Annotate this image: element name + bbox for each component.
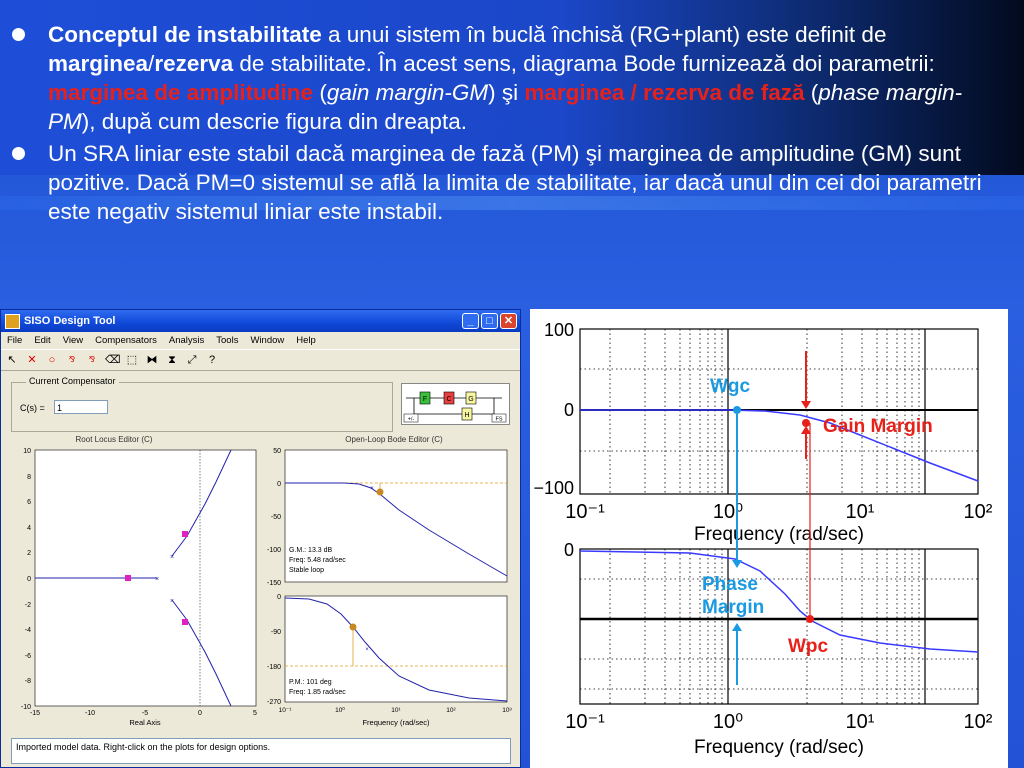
upper-ytick: −100 [533, 478, 574, 498]
bode-mag-yticks [267, 448, 281, 587]
bode-mag-ytick: 0 [277, 481, 281, 488]
rl-ytick: 6 [27, 499, 31, 506]
rl-ytick: -8 [24, 678, 31, 685]
bode-phase-ytick: -90 [270, 629, 281, 636]
text-span: de stabilitate. În acest sens, diagrama Bode furnizează doi parametrii: [233, 51, 935, 76]
rl-ytick: 0 [27, 576, 31, 583]
add-lead-icon[interactable]: ⅋ [68, 355, 76, 364]
lower-yticks [564, 540, 574, 560]
compensator-legend: Current Compensator [26, 376, 119, 386]
wpc-label: Wpc [788, 636, 829, 657]
gm-value: G.M.: 13.3 dB [289, 547, 333, 554]
bode-xtick: 10⁻¹ [278, 707, 292, 714]
term-reserve: rezerva [154, 51, 234, 76]
block-g-label: G [468, 396, 474, 403]
rl-ytick: 2 [27, 550, 31, 557]
pointer-icon[interactable]: ↖ [7, 354, 17, 366]
zoom-box-icon[interactable]: ⬚ [126, 354, 138, 366]
rl-pole-marker: × [169, 554, 175, 561]
rl-closed-loop-pole[interactable] [125, 575, 131, 581]
minimize-button[interactable]: _ [462, 313, 479, 329]
editor-plots [9, 432, 514, 742]
gain-margin-point [802, 419, 810, 427]
bode-phase-ytick: -180 [266, 664, 281, 671]
upper-xtick: 10¹ [845, 501, 875, 523]
upper-xtick: 10⁻¹ [565, 501, 605, 523]
matlab-icon [5, 314, 20, 329]
wpc-point [806, 615, 814, 623]
toolbar [1, 349, 520, 371]
term-instability: Conceptul de instabilitate [48, 22, 322, 47]
lower-xtick: 10² [963, 711, 993, 733]
eraser-icon[interactable]: ⌫ [105, 354, 121, 366]
rl-xtick: -5 [141, 710, 149, 717]
rl-closed-loop-pole[interactable] [182, 619, 188, 625]
lower-xtick: 10⁻¹ [565, 711, 605, 733]
bullet-1 [10, 20, 1000, 136]
compensator-group [11, 376, 393, 432]
rl-xtick: -10 [84, 710, 96, 717]
siso-window [0, 309, 521, 768]
lower-xtick: 10¹ [845, 711, 875, 733]
bode-phase-ytick: 0 [277, 594, 281, 601]
rl-ytick: -10 [20, 704, 31, 711]
text-span: ), după cum descrie figura din dreapta. [81, 109, 467, 134]
lower-ytick: 0 [563, 540, 574, 560]
bode-xtick: 10³ [502, 707, 512, 714]
window-title: SISO Design Tool [24, 315, 116, 327]
rl-pole-marker: × [169, 598, 175, 605]
fit-icon[interactable]: ⤢ [187, 354, 197, 366]
rl-closed-loop-pole[interactable] [182, 531, 188, 537]
root-locus-yticks [21, 448, 31, 711]
term-gm: gain margin-GM [326, 80, 489, 105]
bode-margin-figure [530, 309, 1008, 768]
maximize-button[interactable]: □ [481, 313, 498, 329]
menu-file[interactable]: File [7, 335, 23, 346]
block-f-label: F [422, 396, 428, 403]
menu-analysis[interactable]: Analysis [168, 335, 205, 346]
phase-margin-label-2: Margin [702, 597, 765, 618]
bode-mag-ytick: -150 [266, 580, 281, 587]
rl-xtick: 5 [253, 710, 257, 717]
phase-margin-label-1: Phase [702, 574, 758, 595]
bullet-2-text: Un SRA liniar este stabil dacă marginea de fază (PM) şi marginea de amplitudine (GM) sunt pozitive. Dacă PM=0 sistemul se află la limita de stabilitate, iar dacă unul din cei doi parametri este negativ sistemul liniar este instabil. [48, 141, 982, 224]
bode-xtick: 10⁰ [335, 707, 345, 714]
menu-view[interactable]: View [62, 335, 84, 346]
bode-title: Open-Loop Bode Editor (C) [345, 435, 443, 444]
pm-freq: Freq: 1.85 rad/sec [289, 689, 346, 696]
fs-label: FS [495, 416, 503, 423]
text-span: ) şi [488, 80, 525, 105]
upper-xlabel: Frequency (rad/sec) [693, 524, 865, 545]
bode-pole-marker: × [370, 486, 374, 492]
rl-xlabel: Real Axis [129, 718, 161, 727]
root-locus-title: Root Locus Editor (C) [75, 435, 153, 444]
bode-xticks [279, 706, 513, 714]
bode-mag-ytick: -50 [270, 514, 281, 521]
compensator-label: C(s) = [20, 403, 45, 413]
menu-compensators[interactable]: Compensators [95, 335, 157, 346]
root-locus-xticks [30, 710, 257, 717]
menu-edit[interactable]: Edit [34, 335, 51, 346]
zoom-y-icon[interactable]: ⧗ [168, 354, 176, 366]
menu-bar [1, 332, 520, 349]
text-span: ( [804, 80, 819, 105]
bode-xtick: 10² [446, 707, 456, 714]
close-button[interactable]: ✕ [500, 313, 517, 329]
gm-stability: Stable loop [289, 567, 325, 574]
rl-pole-marker: × [154, 576, 160, 583]
block-c-label: C [446, 396, 452, 403]
text-span: ( [313, 80, 327, 105]
rl-ytick: -6 [24, 653, 31, 660]
term-gain-margin: marginea de amplitudine [48, 80, 314, 105]
menu-tools[interactable]: Tools [216, 335, 239, 346]
term-margin: marginea [48, 51, 149, 76]
term-pm: phase margin-PM [48, 80, 963, 134]
bullet-dot [12, 147, 25, 160]
gm-freq: Freq: 5.48 rad/sec [289, 557, 346, 564]
pm-value: P.M.: 101 deg [289, 679, 332, 686]
bode-phase-yticks [267, 594, 281, 706]
add-lag-icon[interactable]: ⅋ [88, 355, 96, 364]
window-titlebar[interactable] [1, 310, 520, 332]
upper-xtick: 10⁰ [712, 501, 744, 523]
lower-xlabel: Frequency (rad/sec) [693, 737, 865, 758]
bullet-dot [12, 28, 25, 41]
sign-toggle-label: +/- [407, 416, 415, 423]
text-span: a unui sistem în buclă închisă (RG+plant) este definit de [321, 22, 887, 47]
menu-window[interactable]: Window [250, 335, 285, 346]
rl-ytick: 8 [27, 474, 31, 481]
wgc-point [733, 406, 741, 414]
upper-ytick: 100 [543, 320, 574, 340]
add-zero-icon[interactable]: ○ [48, 354, 56, 366]
bullet-2 [10, 139, 1000, 226]
rl-ytick: -2 [24, 602, 31, 609]
bode-mag-ytick: -100 [266, 547, 281, 554]
upper-xtick: 10² [963, 501, 993, 523]
bode-pm-marker[interactable] [350, 624, 357, 631]
help-icon[interactable]: ? [208, 354, 216, 366]
bode-pole-marker: × [365, 647, 369, 653]
rl-ytick: 10 [23, 448, 31, 455]
lower-xtick: 10⁰ [712, 711, 744, 733]
bode-xtick: 10¹ [391, 707, 401, 714]
status-bar: Imported model data. Right-click on the plots for design options. [11, 738, 511, 764]
text-span: / [148, 51, 155, 76]
menu-help[interactable]: Help [296, 335, 316, 346]
bode-phase-axes[interactable] [285, 596, 507, 702]
wgc-label: Wgc [710, 376, 751, 397]
bode-xlabel: Frequency (rad/sec) [362, 718, 430, 727]
add-pole-icon[interactable]: ✕ [27, 354, 37, 366]
compensator-input[interactable]: 1 [54, 400, 108, 414]
block-h-label: H [464, 412, 470, 419]
gain-margin-label: Gain Margin [823, 416, 933, 437]
bode-phase-ytick: -270 [266, 699, 281, 706]
rl-ytick: -4 [24, 627, 31, 634]
rl-xtick: -15 [29, 710, 41, 717]
bode-gm-marker[interactable] [377, 489, 384, 496]
feedback-diagram[interactable] [401, 383, 510, 425]
rl-ytick: 4 [27, 525, 31, 532]
zoom-x-icon[interactable]: ⧓ [146, 354, 158, 366]
rl-xtick: 0 [198, 710, 202, 717]
bode-mag-ytick: 50 [273, 448, 281, 455]
upper-ytick: 0 [563, 400, 574, 420]
term-phase-margin: marginea / rezerva de fază [524, 80, 805, 105]
slide-text [10, 20, 1000, 226]
